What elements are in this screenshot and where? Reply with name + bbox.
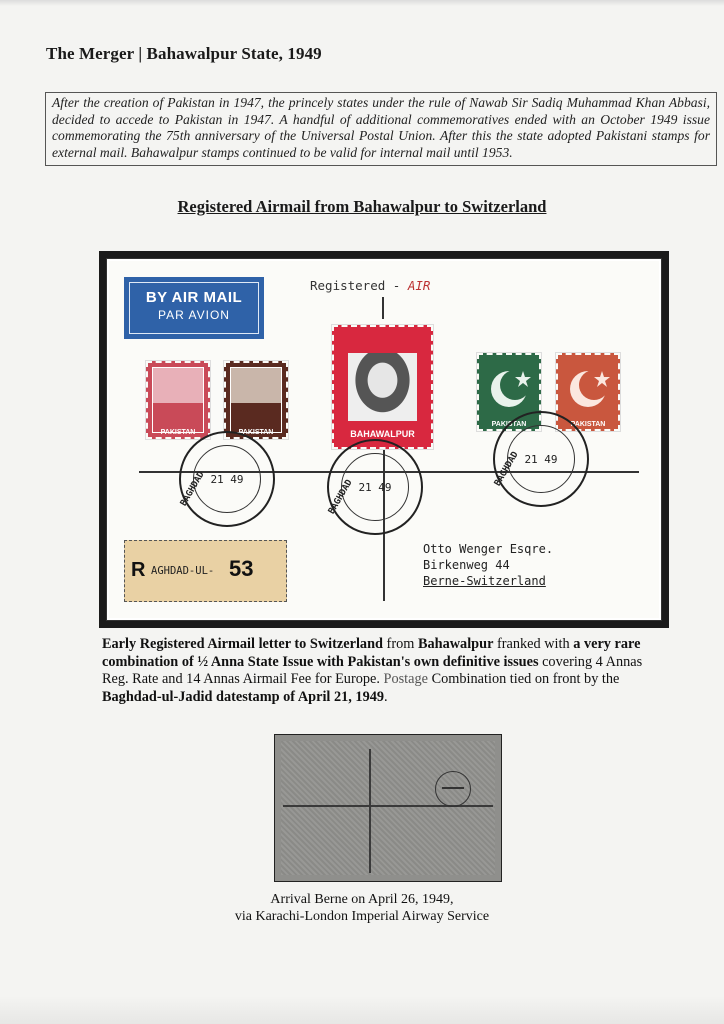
registered-air-text: AIR bbox=[407, 278, 431, 293]
envelope-back-image bbox=[274, 734, 502, 882]
crescent-star-icon bbox=[562, 359, 618, 415]
envelope-front bbox=[107, 259, 661, 620]
page-bottom-shadow bbox=[0, 996, 724, 1024]
postmark-date: 21 49 bbox=[210, 473, 244, 486]
description-text-10: . bbox=[384, 688, 388, 705]
cover-image-frame bbox=[99, 251, 669, 628]
registered-text: Registered - bbox=[310, 278, 401, 293]
registration-letter: R bbox=[131, 559, 146, 581]
stamp-caption: BAHAWALPUR bbox=[350, 429, 415, 439]
postmark-date: 21 49 bbox=[358, 481, 392, 494]
description-bold-3: Bahawalpur bbox=[417, 636, 494, 652]
stamp-bridge-design bbox=[230, 367, 282, 433]
airmail-label-english: BY AIR MAIL bbox=[145, 289, 243, 306]
stamp-pakistan-2 bbox=[224, 361, 288, 439]
postmark-left bbox=[179, 431, 275, 527]
crescent-star-icon bbox=[483, 359, 539, 415]
stamp-pakistan-1 bbox=[146, 361, 210, 439]
back-crayon-line-vertical bbox=[369, 749, 371, 873]
page-title: The Merger | Bahawalpur State, 1949 bbox=[46, 44, 322, 63]
stamp-building-design bbox=[152, 367, 204, 433]
address-line-name: Otto Wenger Esqre. bbox=[423, 542, 554, 556]
description-bold-5: a very rare combination of ½ Anna State Issue with Pakistan's own definitive issues bbox=[102, 636, 641, 670]
postmark-town: BAGHDAD bbox=[327, 478, 355, 516]
stamp-bahawalpur bbox=[332, 325, 433, 449]
airmail-label-french: PAR AVION bbox=[158, 308, 230, 322]
stamp-caption: PAKISTAN bbox=[160, 429, 196, 436]
section-heading-text: Registered Airmail from Bahawalpur to Switzerland bbox=[177, 197, 547, 216]
back-caption-line-1: Arrival Berne on April 26, 1949, bbox=[270, 892, 454, 907]
description-text-4: franked with bbox=[493, 636, 574, 652]
stamp-caption: PAKISTAN bbox=[491, 421, 527, 428]
section-heading bbox=[0, 197, 724, 217]
recipient-address bbox=[423, 541, 553, 589]
description-text-7: Postage bbox=[383, 671, 428, 687]
stamp-crescent-design bbox=[562, 359, 614, 425]
postmark-date: 21 49 bbox=[524, 453, 558, 466]
back-caption-line-2: via Karachi-London Imperial Airway Service bbox=[234, 909, 490, 924]
registration-number: 53 bbox=[229, 556, 254, 581]
stamp-caption: PAKISTAN bbox=[238, 429, 274, 436]
cover-description bbox=[102, 636, 670, 706]
registered-stroke bbox=[382, 297, 384, 319]
back-crayon-line-horizontal bbox=[283, 805, 493, 807]
description-bold-1: Early Registered Airmail letter to Switzerland bbox=[102, 636, 383, 652]
postmark-town: BAGHDAD bbox=[493, 450, 521, 488]
back-caption bbox=[0, 891, 724, 925]
postmark-town: BAGHDAD bbox=[179, 470, 207, 508]
description-text-6: covering 4 Annas Reg. Rate and 14 Annas Airmail Fee for Europe. bbox=[102, 653, 643, 687]
stamp-nawab-portrait bbox=[348, 353, 417, 421]
description-bold-9: Baghdad-ul-Jadid datestamp of April 21, 1949 bbox=[102, 688, 385, 705]
intro-text-box: After the creation of Pakistan in 1947, the princely states under the rule of Nawab Sir Sadiq Muhammad Khan Abbasi, decided to accede to Pakistan in 1947. A handful of additional commemoratives ended with an October 1949 issue commemorating the 75th anniversary of the Universal Postal Union. After this the state adopted Pakistani stamps for external mail. Bahawalpur stamps continued to be valid for internal mail until 1953. bbox=[45, 92, 717, 166]
description-text-2: from bbox=[382, 636, 418, 652]
postmark-center bbox=[327, 439, 423, 535]
airmail-label bbox=[124, 277, 264, 339]
page-top-edge bbox=[0, 0, 724, 6]
arrival-postmark bbox=[435, 771, 471, 807]
address-line-street: Birkenweg 44 bbox=[423, 558, 510, 572]
stamp-caption: PAKISTAN bbox=[570, 421, 606, 428]
address-line-city: Berne-Switzerland bbox=[423, 574, 546, 588]
registered-annotation bbox=[310, 278, 430, 293]
postmark-right bbox=[493, 411, 589, 507]
registration-office: AGHDAD-UL- bbox=[151, 565, 215, 577]
registration-label bbox=[124, 540, 287, 602]
description-text-8: Combination tied on front by the bbox=[428, 671, 620, 687]
